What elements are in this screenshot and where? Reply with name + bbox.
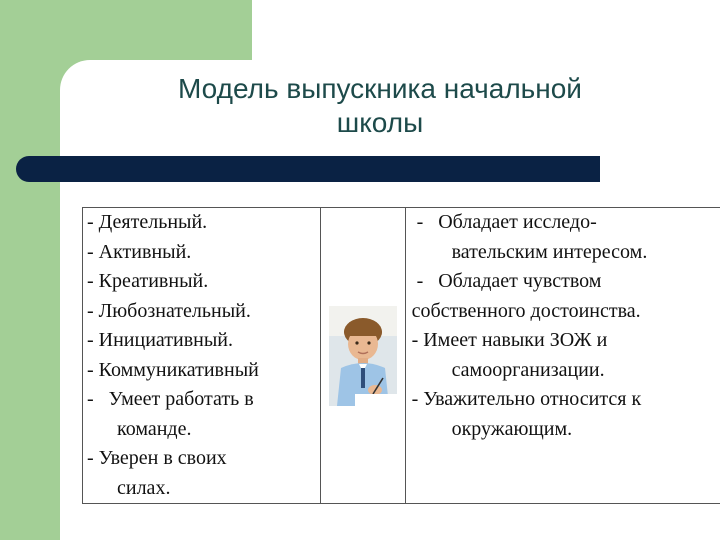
list-item: силах.: [87, 476, 171, 499]
boy-writing-photo-icon: [329, 306, 397, 406]
list-item: - Активный.: [87, 240, 192, 263]
list-item: - Обладает исследо-: [411, 211, 597, 233]
list-item: - Умеет работать в: [87, 388, 254, 410]
title-line-1: Модель выпускника начальной: [178, 73, 582, 104]
list-item: - Обладает чувством: [411, 270, 602, 292]
list-item: - Имеет навыки ЗОЖ и: [411, 329, 608, 351]
list-item: - Креативный.: [87, 270, 209, 292]
list-item: - Деятельный.: [87, 211, 208, 233]
list-item: - Уверен в своих: [87, 447, 227, 469]
list-item: самоорганизации.: [411, 358, 605, 381]
right-traits-cell: [405, 208, 720, 504]
left-traits-cell: [83, 208, 321, 504]
title-underline-bar: [16, 156, 600, 182]
photo-cell: [320, 208, 405, 504]
list-item: - Любознательный.: [87, 299, 251, 322]
slide-title: [100, 72, 660, 140]
list-item: - Инициативный.: [87, 329, 234, 351]
list-item: - Коммуникативный: [87, 358, 259, 381]
title-line-2: школы: [336, 107, 424, 138]
traits-table: [82, 207, 720, 504]
list-item: - Уважительно относится к: [411, 388, 642, 410]
list-item: окружающим.: [411, 417, 573, 440]
right-traits-list: [406, 208, 720, 444]
list-item: собственного достоинства.: [411, 299, 641, 322]
left-traits-list: [83, 208, 320, 503]
list-item: вательским интересом.: [411, 240, 648, 263]
list-item: команде.: [87, 417, 192, 440]
